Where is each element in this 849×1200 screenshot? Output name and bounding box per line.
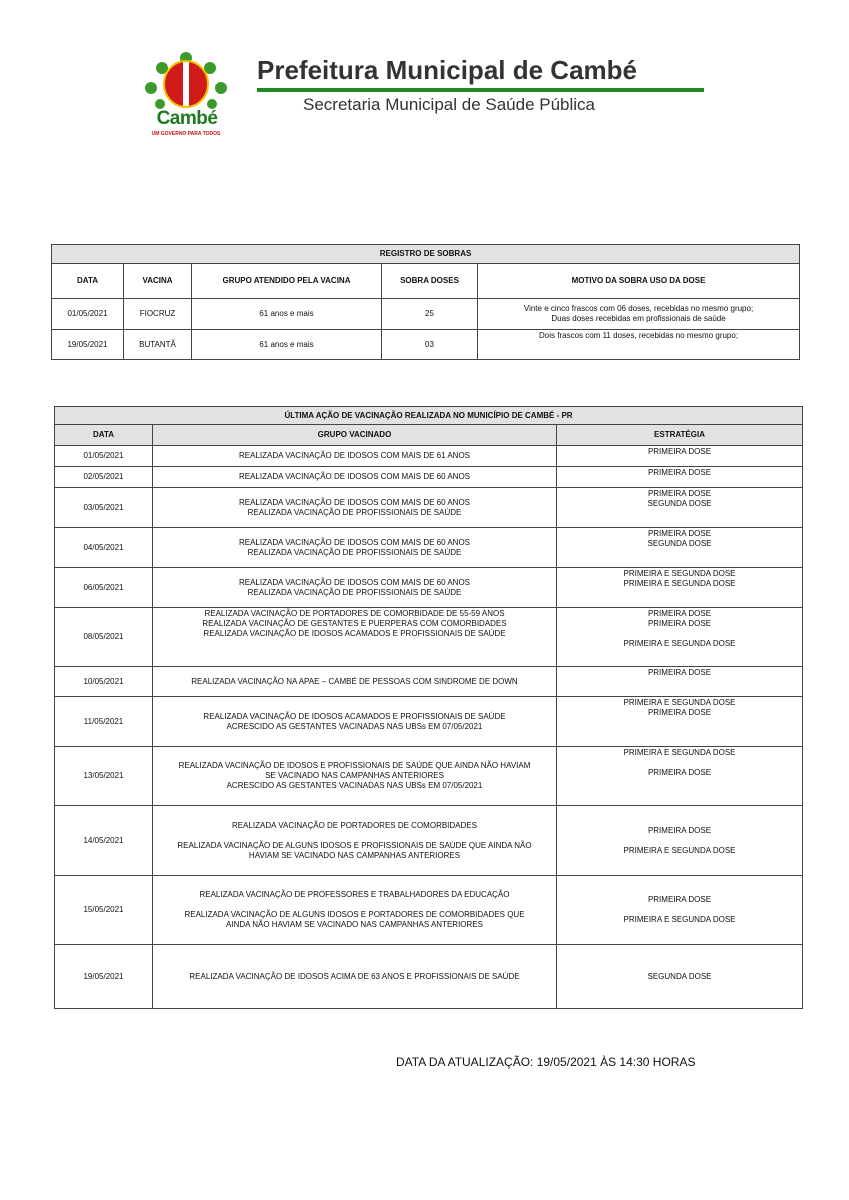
table-row <box>55 697 803 747</box>
table-row <box>55 608 803 667</box>
cell-grupo: REALIZADA VACINAÇÃO NA APAE – CAMBÉ DE PESSOAS COM SINDROME DE DOWN <box>153 667 557 697</box>
cell-estrategia: PRIMEIRA E SEGUNDA DOSE PRIMEIRA DOSE <box>557 697 803 747</box>
cell-estrategia: PRIMEIRA DOSE SEGUNDA DOSE <box>557 488 803 528</box>
cell-grupo: REALIZADA VACINAÇÃO DE IDOSOS COM MAIS DE 60 ANOS <box>153 467 557 488</box>
cell-grupo: REALIZADA VACINAÇÃO DE IDOSOS COM MAIS DE 60 ANOS REALIZADA VACINAÇÃO DE PROFISSIONAIS DE SAÚDE <box>153 568 557 608</box>
cell-data: 01/05/2021 <box>52 299 124 330</box>
table-row <box>55 945 803 1009</box>
cell-grupo: REALIZADA VACINAÇÃO DE IDOSOS ACAMADOS E PROFISSIONAIS DE SAÚDE ACRESCIDO AS GESTANTES VACINADAS NAS UBSs EM 07/05/2021 <box>153 697 557 747</box>
cell-vacina: FIOCRUZ <box>124 299 192 330</box>
vacinacao-table <box>54 406 803 1009</box>
cell-grupo: REALIZADA VACINAÇÃO DE IDOSOS COM MAIS DE 61 ANOS <box>153 446 557 467</box>
cell-grupo: 61 anos e mais <box>192 299 382 330</box>
cell-grupo: REALIZADA VACINAÇÃO DE PROFESSORES E TRABALHADORES DA EDUCAÇÃO REALIZADA VACINAÇÃO DE ALGUNS IDOSOS E PORTADORES DE COMORBIDADES QUE AINDA NÃO HAVIAM SE VACINADO NAS CAMPANHAS ANTERIORES <box>153 876 557 945</box>
cell-data: 13/05/2021 <box>55 747 153 806</box>
table-row <box>55 528 803 568</box>
sobras-table <box>51 244 800 360</box>
cell-vacina: BUTANTÃ <box>124 330 192 360</box>
cell-grupo: 61 anos e mais <box>192 330 382 360</box>
cell-grupo: REALIZADA VACINAÇÃO DE PORTADORES DE COMORBIDADE DE 55-59 ANOS REALIZADA VACINAÇÃO DE GESTANTES E PUERPERAS COM COMORBIDADES REALIZADA VACINAÇÃO DE IDOSOS ACAMADOS E PROFISSIONAIS DE SAÚDE <box>153 608 557 667</box>
column-header: GRUPO ATENDIDO PELA VACINA <box>192 264 382 299</box>
cell-data: 14/05/2021 <box>55 806 153 876</box>
cell-grupo: REALIZADA VACINAÇÃO DE IDOSOS COM MAIS DE 60 ANOS REALIZADA VACINAÇÃO DE PROFISSIONAIS DE SAÚDE <box>153 528 557 568</box>
table-row <box>55 488 803 528</box>
cell-data: 11/05/2021 <box>55 697 153 747</box>
cell-data: 19/05/2021 <box>52 330 124 360</box>
vacinacao-table-title: ÚLTIMA AÇÃO DE VACINAÇÃO REALIZADA NO MUNICÍPIO DE CAMBÉ - PR <box>55 407 803 425</box>
cell-data: 06/05/2021 <box>55 568 153 608</box>
column-header: DATA <box>55 425 153 446</box>
cell-estrategia: PRIMEIRA DOSE <box>557 467 803 488</box>
cell-estrategia: PRIMEIRA DOSE <box>557 667 803 697</box>
table-row <box>55 568 803 608</box>
logo-slogan: UM GOVERNO PARA TODOS <box>151 131 221 137</box>
cell-motivo: Vinte e cinco frascos com 06 doses, recebidas no mesmo grupo; Duas doses recebidas em profissionais de saúde <box>478 299 800 330</box>
cell-estrategia: PRIMEIRA DOSE PRIMEIRA E SEGUNDA DOSE <box>557 806 803 876</box>
column-header: MOTIVO DA SOBRA USO DA DOSE <box>478 264 800 299</box>
table-row <box>52 299 800 330</box>
cell-estrategia: PRIMEIRA DOSE SEGUNDA DOSE <box>557 528 803 568</box>
cell-estrategia: SEGUNDA DOSE <box>557 945 803 1009</box>
table-row <box>55 467 803 488</box>
column-header: GRUPO VACINADO <box>153 425 557 446</box>
table-row <box>52 330 800 360</box>
page-title: Prefeitura Municipal de Cambé <box>257 55 637 85</box>
cell-data: 04/05/2021 <box>55 528 153 568</box>
cell-doses: 03 <box>382 330 478 360</box>
title-divider <box>257 88 704 92</box>
cell-grupo: REALIZADA VACINAÇÃO DE IDOSOS COM MAIS DE 60 ANOS REALIZADA VACINAÇÃO DE PROFISSIONAIS DE SAÚDE <box>153 488 557 528</box>
logo-text: Cambé <box>156 108 218 129</box>
cell-data: 03/05/2021 <box>55 488 153 528</box>
cell-data: 15/05/2021 <box>55 876 153 945</box>
table-row <box>55 747 803 806</box>
cell-grupo: REALIZADA VACINAÇÃO DE PORTADORES DE COMORBIDADES REALIZADA VACINAÇÃO DE ALGUNS IDOSOS E PROFISSIONAIS DE SAÚDE QUE AINDA NÃO HAVIAM SE VACINADO NAS CAMPANHAS ANTERIORES <box>153 806 557 876</box>
cell-data: 10/05/2021 <box>55 667 153 697</box>
table-row <box>55 876 803 945</box>
column-header: VACINA <box>124 264 192 299</box>
cell-data: 02/05/2021 <box>55 467 153 488</box>
table-row <box>55 446 803 467</box>
sobras-table-title: REGISTRO DE SOBRAS <box>52 245 800 264</box>
cell-estrategia: PRIMEIRA E SEGUNDA DOSE PRIMEIRA DOSE <box>557 747 803 806</box>
table-row <box>55 806 803 876</box>
cell-data: 08/05/2021 <box>55 608 153 667</box>
cell-estrategia: PRIMEIRA E SEGUNDA DOSE PRIMEIRA E SEGUNDA DOSE <box>557 568 803 608</box>
cell-estrategia: PRIMEIRA DOSE <box>557 446 803 467</box>
cell-grupo: REALIZADA VACINAÇÃO DE IDOSOS E PROFISSIONAIS DE SAÚDE QUE AINDA NÃO HAVIAM SE VACINADO NAS CAMPANHAS ANTERIORES ACRESCIDO AS GESTANTES VACINADAS NAS UBSs EM 07/05/2021 <box>153 747 557 806</box>
cell-data: 01/05/2021 <box>55 446 153 467</box>
cell-estrategia: PRIMEIRA DOSE PRIMEIRA DOSE PRIMEIRA E SEGUNDA DOSE <box>557 608 803 667</box>
table-row <box>55 667 803 697</box>
cell-grupo: REALIZADA VACINAÇÃO DE IDOSOS ACIMA DE 63 ANOS E PROFISSIONAIS DE SAÚDE <box>153 945 557 1009</box>
update-timestamp: DATA DA ATUALIZAÇÃO: 19/05/2021 ÀS 14:30 HORAS <box>396 1055 696 1069</box>
page-subtitle: Secretaria Municipal de Saúde Pública <box>303 95 596 114</box>
cell-data: 19/05/2021 <box>55 945 153 1009</box>
column-header: SOBRA DOSES <box>382 264 478 299</box>
column-header: ESTRATÉGIA <box>557 425 803 446</box>
cell-motivo: Dois frascos com 11 doses, recebidas no mesmo grupo; <box>478 330 800 360</box>
cell-doses: 25 <box>382 299 478 330</box>
cell-estrategia: PRIMEIRA DOSE PRIMEIRA E SEGUNDA DOSE <box>557 876 803 945</box>
column-header: DATA <box>52 264 124 299</box>
